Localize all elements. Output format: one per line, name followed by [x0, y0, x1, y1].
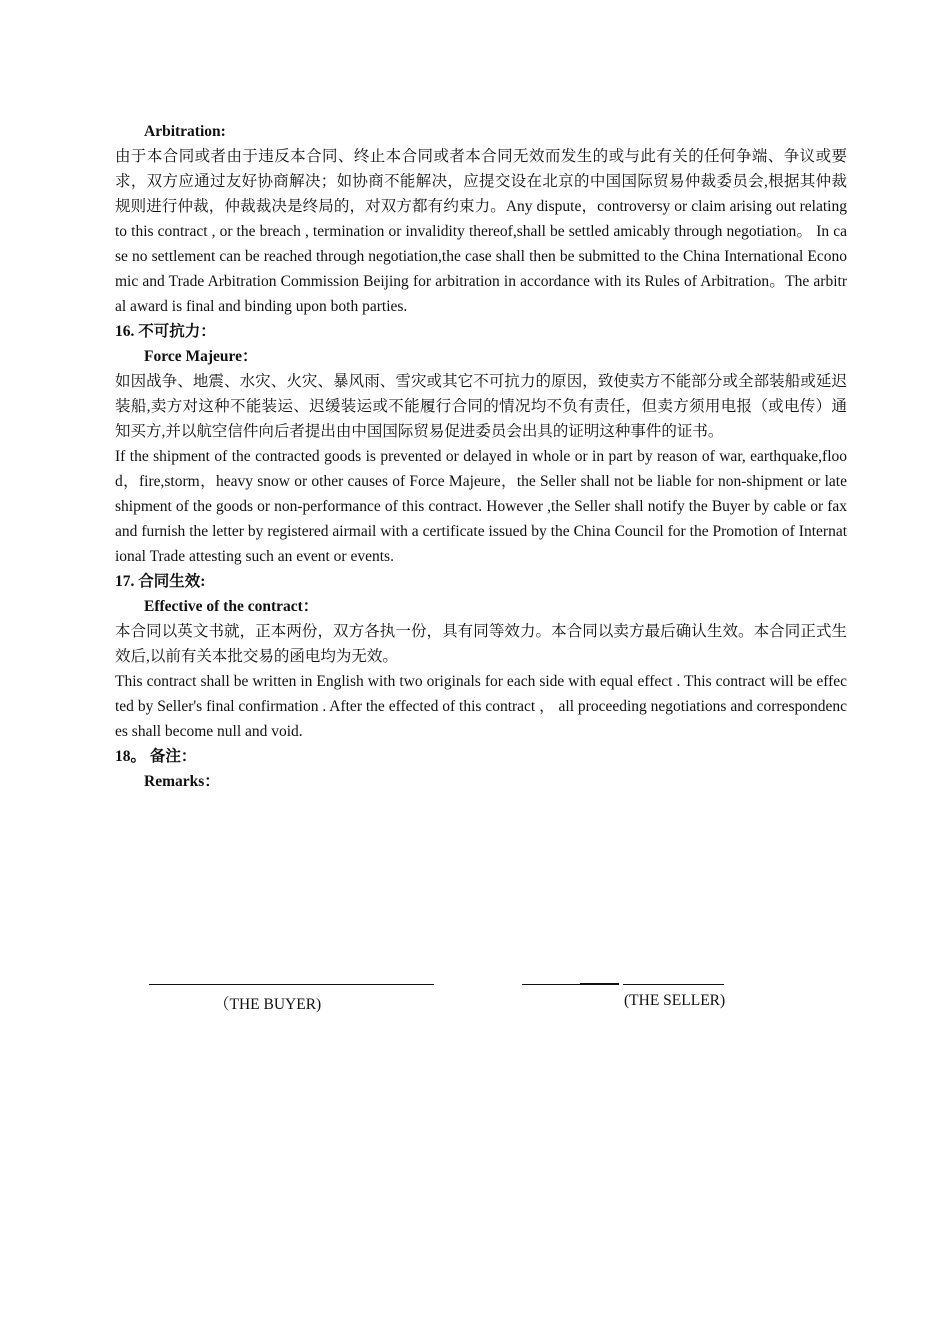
force-majeure-text-en: If the shipment of the contracted goods is prevented or delayed in whole or in part by reason of war, earthquake,flood，fire,storm，heavy snow or other causes of Force Majeure，the Seller shall not be liable for non-shipment or late shipment of the goods or non-performance of this contract. However ,the Seller shall notify the Buyer by cable or fax and furnish the letter by registered airmail with a certificate issued by the China Council for the Promotion of International Trade attesting such an event or events.	[115, 448, 847, 565]
seller-signature-line-left	[522, 984, 580, 985]
force-majeure-text-cn: 如因战争、地震、水灾、火灾、暴风雨、雪灾或其它不可抗力的原因，致使卖方不能部分或全部装船或延迟装船,卖方对这种不能装运、迟缓装运或不能履行合同的情况均不负有责任，但卖方须用电报（或电传）通知买方,并以航空信件向后者提出由中国国际贸易促进委员会出具的证明这种事件的证书。	[115, 373, 847, 440]
effective-label: Effective of the contract：	[144, 598, 319, 615]
force-majeure-label: Force Majeure：	[144, 348, 258, 365]
buyer-label: （THE BUYER)	[214, 996, 322, 1013]
arbitration-text: 由于本合同或者由于违反本合同、终止本合同或者本合同无效而发生的或与此有关的任何争端、争议或要求，双方应通过友好协商解决；如协商不能解决，应提交设在北京的中国国际贸易仲裁委员会,根据其仲裁规则进行仲裁，仲裁裁决是终局的，对双方都有约束力。Any dispute，controversy or claim arising out relating to this contract , or the breach , termination or invalidity thereof,shall be settled amicably through negotiation。 In case no settlement can be reached through negotiation,the case shall then be submitted to the China International Economic and Trade Arbitration Commission Beijing for arbitration in accordance with its Rules of Arbitration。The arbitral award is final and binding upon both parties.	[115, 148, 847, 315]
effective-heading: 17. 合同生效:	[115, 573, 206, 590]
buyer-signature-line	[149, 984, 434, 985]
effective-text-cn: 本合同以英文书就，正本两份，双方各执一份，具有同等效力。本合同以卖方最后确认生效。本合同正式生效后,以前有关本批交易的函电均为无效。	[115, 623, 847, 665]
signature-block	[0, 968, 950, 1028]
effective-text-en: This contract shall be written in English with two originals for each side with equal effect . This contract will be effected by Seller's final confirmation . After the effected of this contract ， all proceeding negotiations and correspondences shall become null and void.	[115, 673, 847, 740]
arbitration-label: Arbitration:	[144, 123, 226, 140]
seller-signature-line-middle	[580, 983, 619, 985]
seller-signature-line-right	[623, 984, 724, 985]
remarks-label: Remarks：	[144, 773, 220, 790]
remarks-heading: 18。 备注：	[115, 748, 197, 765]
seller-label: (THE SELLER)	[624, 992, 726, 1009]
contract-page	[115, 119, 847, 794]
force-majeure-heading: 16. 不可抗力：	[115, 323, 216, 340]
